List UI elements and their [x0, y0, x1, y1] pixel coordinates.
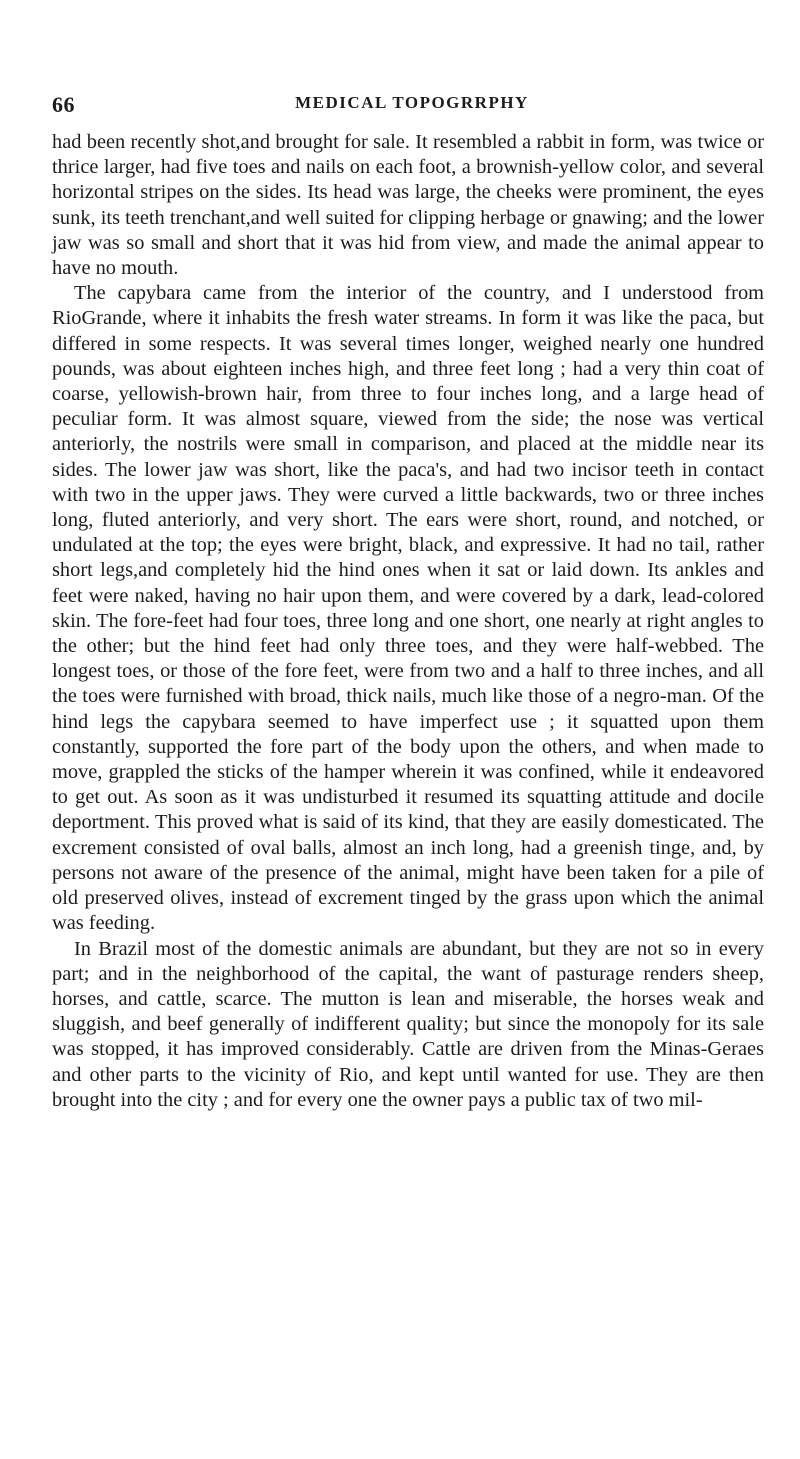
paragraph: In Brazil most of the domestic animals are abundant, but they are not so in every part; and in the neighborhood of the capital, the want of pasturage renders sheep, horses, and cattle, scarce. The mutton is lean and miserable, the horses weak and sluggish, and beef generally of indifferent quality; but since the monopoly for its sale was stopped, it has improved considerably. Cattle are driven from the Minas-Geraes and other parts to the vicinity of Rio, and kept until wanted for use. They are then brought into the city ; and for every one the owner pays a public tax of two mil-	[52, 937, 764, 1111]
paragraph: The capybara came from the interior of the country, and I understood from RioGrande, where it inhabits the fresh water streams. In form it was like the paca, but differed in some respects. It was several times longer, weighed nearly one hundred pounds, was about eighteen inches high, and three feet long ; had a very thin coat of coarse, yellowish-brown hair, from three to four inches long, and a large head of peculiar form. It was almost square, viewed from the side; the nose was vertical anteriorly, the nostrils were small in comparison, and placed at the middle near its sides. The lower jaw was short, like the paca's, and had two incisor teeth in contact with two in the upper jaws. They were curved a little backwards, two or three inches long, fluted anteriorly, and very short. The ears were short, round, and notched, or undulated at the top; the eyes were bright, black, and expressive. It had no tail, rather short legs,and completely hid the hind ones when it sat or laid down. Its ankles and feet were naked, having no hair upon them, and were covered by a dark, lead-colored skin. The fore-feet had four toes, three long and one short, one nearly at right angles to the other; but the hind feet had only three toes, and they were half-webbed. The longest toes, or those of the fore feet, were from two and a half to three inches, and all the toes were furnished with broad, thick nails, much like those of a negro-man. Of the hind legs the capybara seemed to have imperfect use ; it squatted upon them constantly, supported the fore part of the body upon the others, and when made to move, grappled the sticks of the hamper wherein it was confined, while it endeavored to get out. As soon as it was undisturbed it resumed its squatting attitude and docile deportment. This proved what is said of its kind, that they are easily domesticated. The excrement consisted of oval balls, almost an inch long, had a greenish tinge, and, by persons not aware of the presence of the animal, might have been taken for a pile of old preserved olives, instead of excrement tinged by the grass upon which the animal was feeding.	[52, 282, 764, 935]
running-head: MEDICAL TOPOGRRPHY	[295, 93, 529, 112]
page-header	[52, 92, 752, 122]
paragraph: had been recently shot,and brought for sale. It resembled a rabbit in form, was twice or thrice larger, had five toes and nails on each foot, a brownish-yellow color, and several horizontal stripes on the sides. Its head was large, the cheeks were prominent, the eyes sunk, its teeth trenchant,and well suited for clipping herbage or gnawing; and the lower jaw was so small and short that it was hid from view, and made the animal appear to have no mouth.	[52, 131, 764, 280]
body-text	[52, 130, 764, 1113]
page-number: 66	[52, 92, 75, 117]
